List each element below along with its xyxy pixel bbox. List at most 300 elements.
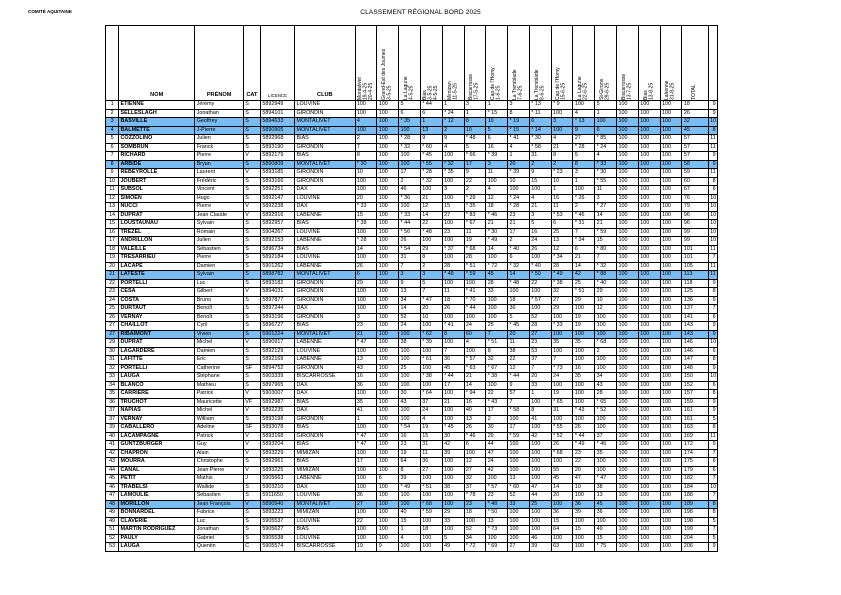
table-row [106,407,718,416]
cell-score: 60 [464,330,486,339]
cell-cat: S [243,305,260,314]
cell-nom: CARRIERE [119,390,195,399]
cell-club: BIAS [295,398,355,407]
col-race-14 [638,26,660,101]
cell-total: 118 [682,279,708,288]
cell-score: 100 [638,254,660,263]
cell-extra: 9 [708,330,717,339]
cell-score: 100 [442,390,464,399]
table-row [106,220,718,229]
cell-extra: 9 [708,364,717,373]
col-race-7 [486,26,508,101]
cell-score: 100 [638,262,660,271]
col-race-15-label: Labenne 31-8-25 [664,80,677,100]
cell-total: 96 [682,211,708,220]
cell-score: * 24 [442,109,464,118]
cell-cat: S [243,534,260,543]
cell-score: 2 [486,415,508,424]
cell-score: 9 [377,543,399,552]
cell-score: 100 [617,330,639,339]
cell-cat: S [243,458,260,467]
cell-score: 100 [551,109,573,118]
cell-score: * 59 [464,271,486,280]
cell-score: 100 [660,220,682,229]
cell-nom: LAMOULIE [119,492,195,501]
col-race-1-label: Montalivet 19-4-25 20-4-25 [356,77,374,100]
cell-score: * 40 [508,245,530,254]
cell-score: 47 [486,449,508,458]
cell-extra: 7 [708,475,717,484]
cell-score: * 58 [508,407,530,416]
cell-score: 100 [595,118,617,127]
cell-score: 100 [399,152,421,161]
cell-score: * 40 [595,279,617,288]
cell-score: 38 [595,483,617,492]
cell-score: 17 [508,424,530,433]
cell-total: 163 [682,424,708,433]
cell-score: 63 [551,543,573,552]
cell-score: 38 [442,483,464,492]
cell-score: 16 [486,143,508,152]
cell-club: BIAS [295,152,355,161]
cell-prenom: Fabrice [195,509,244,518]
cell-rank: 11 [106,186,119,195]
cell-score: 2 [595,347,617,356]
cell-score: 100 [399,347,421,356]
cell-score: 9 [464,169,486,178]
cell-score: * 65 [595,398,617,407]
cell-score: 100 [551,347,573,356]
cell-score: 42 [529,432,551,441]
cell-score: 10 [355,169,377,178]
cell-licence: 5901224 [260,330,294,339]
cell-score: * 30 [486,228,508,237]
cell-score: 27 [420,466,442,475]
cell-score: 100 [617,169,639,178]
cell-cat: S [243,271,260,280]
cell-score: * 28 [420,169,442,178]
cell-score: * 38 [355,220,377,229]
cell-score: 100 [660,475,682,484]
cell-rank: 16 [106,228,119,237]
cell-score: 12 [595,305,617,314]
cell-score: 100 [355,526,377,535]
cell-score: 37 [420,398,442,407]
cell-licence: 5897244 [260,305,294,314]
cell-score: 100 [377,169,399,178]
cell-score: 100 [638,475,660,484]
cell-score: 100 [420,475,442,484]
cell-score: 100 [551,381,573,390]
cell-score: 100 [573,330,595,339]
cell-cat: S [243,135,260,144]
cell-score: * 67 [486,364,508,373]
cell-score: 8 [442,330,464,339]
cell-score: * 41 [442,322,464,331]
cell-score: 100 [529,526,551,535]
cell-score: 14 [420,211,442,220]
cell-score: 100 [617,424,639,433]
cell-score: 100 [595,356,617,365]
cell-prenom: Christophe [195,458,244,467]
table-row [106,118,718,127]
cell-nom: CANAL [119,466,195,475]
cell-prenom: Pierre [195,254,244,263]
cell-cat: V [243,152,260,161]
cell-score: 26 [464,424,486,433]
cell-score: 100 [377,237,399,246]
cell-score: 32 [486,356,508,365]
cell-score: 100 [660,500,682,509]
cell-extra: 11 [710,262,716,269]
cell-score: * 51 [464,262,486,271]
cell-rank: 22 [106,279,119,288]
cell-score: * 36 [399,194,421,203]
cell-score: 100 [617,211,639,220]
table-row [106,126,718,135]
cell-score: 100 [617,373,639,382]
cell-score: 100 [508,509,530,518]
col-race-10-label: Cap de l'Homy 15-6-25 [555,67,568,100]
cell-cat: J [243,475,260,484]
cell-score: * 47 [355,441,377,450]
cell-score: 17 [355,458,377,467]
cell-total: 59 [682,169,708,178]
cell-score: 100 [617,126,639,135]
cell-score: 37 [529,356,551,365]
cell-total: 99 [682,228,708,237]
cell-score: * 56 [399,228,421,237]
cell-score: 17 [508,228,530,237]
cell-rank: 53 [106,543,119,552]
cell-prenom: Eric [195,356,244,365]
cell-score: 26 [573,424,595,433]
cell-score: 6 [508,254,530,263]
cell-score: 11 [442,288,464,297]
cell-prenom: William [195,415,244,424]
cell-score: * 59 [508,432,530,441]
cell-total: 141 [682,313,708,322]
cell-prenom: Mauricette [195,398,244,407]
cell-score: 100 [377,296,399,305]
cell-score: 100 [660,466,682,475]
cell-score: 100 [660,135,682,144]
cell-cat: V [243,466,260,475]
cell-score: 100 [442,177,464,186]
cell-rank: 34 [106,381,119,390]
cell-score: 33 [508,500,530,509]
cell-score: 100 [660,271,682,280]
cell-total: 179 [682,466,708,475]
cell-cat: SF [243,424,260,433]
cell-score: * 28 [508,203,530,212]
cell-score: 100 [508,186,530,195]
cell-score: 100 [355,347,377,356]
cell-score: 100 [464,517,486,526]
cell-cat: S [243,313,260,322]
cell-score: 100 [442,237,464,246]
cell-licence: 5892169 [260,356,294,365]
cell-score: 21 [486,220,508,229]
cell-score: 10 [420,313,442,322]
cell-extra: 7 [708,492,717,501]
cell-score: 16 [399,432,421,441]
cell-score: 7 [486,330,508,339]
cell-score: 49 [442,543,464,552]
cell-extra: 10 [710,118,717,125]
cell-score: 100 [617,432,639,441]
cell-score: 52 [508,492,530,501]
cell-score: 100 [638,288,660,297]
cell-score: 20 [420,305,442,314]
cell-total: 204 [682,534,708,543]
cell-score: 100 [638,186,660,195]
cell-score: 14 [551,483,573,492]
cell-prenom: Gilbert [195,288,244,297]
cell-score: 100 [442,152,464,161]
cell-prenom: Sylvain [195,271,244,280]
cell-score: 100 [377,466,399,475]
cell-score: * 33 [355,203,377,212]
col-race-9 [529,26,551,101]
cell-score: * 48 [486,500,508,509]
cell-total: 161 [682,407,708,416]
cell-score: 28 [442,262,464,271]
col-race-9-label: La Tremblade 8-6-25 [533,69,546,100]
cell-score: * 43 [573,407,595,416]
table-row [106,245,718,254]
cell-cat: S [243,381,260,390]
cell-licence: 5890940 [260,500,294,509]
cell-rank: 27 [106,322,119,331]
col-race-4 [420,26,442,101]
cell-score: * 27 [595,203,617,212]
cell-total: 146 [682,347,708,356]
cell-score: 100 [529,254,551,263]
cell-score: 9 [442,135,464,144]
cell-total: 60 [682,177,708,186]
cell-licence: 5897877 [260,296,294,305]
cell-score: 100 [377,279,399,288]
cell-nom: MORILLON [119,500,195,509]
cell-total: 113 [682,271,708,280]
cell-rank: 7 [106,152,119,161]
cell-score: 52 [464,526,486,535]
cell-score: 100 [573,390,595,399]
cell-score: 100 [660,458,682,467]
col-race-5-label: Mimizan 11-5-25 [446,81,459,100]
cell-score: 7 [355,143,377,152]
cell-club: BIAS [295,135,355,144]
cell-rank: 17 [106,237,119,246]
cell-score: * 70 [464,296,486,305]
cell-score: 16 [529,228,551,237]
cell-score: * 69 [486,543,508,552]
cell-extra: 6 [708,466,717,475]
cell-score: 100 [486,296,508,305]
cell-score: 100 [638,500,660,509]
cell-score: 24 [551,373,573,382]
cell-prenom: Franck [195,143,244,152]
cell-score: 100 [617,194,639,203]
cell-score: 100 [355,109,377,118]
cell-score: 100 [660,305,682,314]
cell-score: 100 [638,135,660,144]
cell-cat: S [243,322,260,331]
cell-score: 100 [529,466,551,475]
cell-licence: 5893196 [260,313,294,322]
cell-score: * 68 [420,500,442,509]
cell-score: 7 [508,398,530,407]
cell-score: 100 [420,534,442,543]
cell-score: * 44 [442,373,464,382]
cell-prenom: Alain [195,449,244,458]
cell-score: * 59 [420,509,442,518]
cell-extra: 9 [708,543,717,552]
cell-score: 3 [551,118,573,127]
cell-extra: 10 [710,228,717,235]
cell-score: 1 [399,526,421,535]
cell-score: 100 [660,262,682,271]
cell-score: 100 [638,169,660,178]
cell-score: 100 [442,254,464,263]
cell-score: 21 [551,143,573,152]
cell-score: 21 [420,194,442,203]
cell-extra: 10 [710,373,717,380]
cell-score: 7 [573,228,595,237]
cell-score: * 57 [464,356,486,365]
cell-score: 29 [595,288,617,297]
cell-score: 100 [638,330,660,339]
cell-score: 100 [638,228,660,237]
cell-score: * 65 [551,398,573,407]
cell-score: 11 [508,339,530,348]
cell-score: 6 [464,441,486,450]
cell-score: 39 [573,509,595,518]
cell-nom: COSTA [119,296,195,305]
cell-score: 6 [551,220,573,229]
cell-extra: 7 [708,526,717,535]
cell-cat: S [243,415,260,424]
cell-score: 16 [573,364,595,373]
cell-score: 100 [595,415,617,424]
cell-score: * 45 [508,322,530,331]
cell-score: 100 [660,509,682,518]
cell-score: 100 [617,517,639,526]
cell-score: 100 [420,237,442,246]
cell-cat: S [243,483,260,492]
table-row [106,186,718,195]
table-row [106,288,718,297]
cell-score: 100 [486,305,508,314]
cell-score: 28 [529,322,551,331]
cell-score: 100 [355,177,377,186]
cell-score: 100 [638,449,660,458]
cell-total: 147 [682,356,708,365]
cell-score: 29 [442,509,464,518]
cell-score: 100 [377,262,399,271]
cell-cat: S [243,228,260,237]
cell-score: 5 [420,279,442,288]
cell-licence: 5890809 [260,160,294,169]
cell-score: 100 [638,322,660,331]
cell-club: GIRONDIN [295,288,355,297]
cell-nom: BALMETTE [119,126,195,135]
cell-score: 12 [486,194,508,203]
cell-extra: 5 [708,517,717,526]
cell-score: 23 [573,449,595,458]
cell-score: 100 [377,347,399,356]
cell-score: 27 [464,466,486,475]
cell-score: 100 [660,543,682,552]
cell-score: * 45 [420,152,442,161]
cell-score: * 72 [464,543,486,552]
cell-score: 20 [355,194,377,203]
cell-score: 8 [529,407,551,416]
cell-score: 100 [660,152,682,161]
cell-cat: C [243,543,260,552]
cell-nom: GUNTZBURGER [119,441,195,450]
cell-score: 3 [442,186,464,195]
col-rank [106,26,119,101]
cell-score: 8 [399,466,421,475]
cell-club: LABENNE [295,211,355,220]
cell-score: * 62 [420,330,442,339]
cell-score: 100 [399,373,421,382]
cell-extra: 10 [710,203,717,210]
cell-prenom: Gabriel [195,534,244,543]
table-row [106,203,718,212]
cell-score: 100 [377,441,399,450]
cell-score: 4 [442,143,464,152]
cell-licence: 5893204 [260,441,294,450]
cell-extra: 10 [710,194,717,201]
cell-club: GIRONDIN [295,364,355,373]
cell-rank: 46 [106,483,119,492]
cell-total: 79 [682,203,708,212]
cell-licence: 5903210 [260,483,294,492]
cell-score: 35 [573,339,595,348]
cell-score: 7 [551,356,573,365]
cell-prenom: Frédéric [195,177,244,186]
cell-total: 58 [682,160,708,169]
cell-score: 100 [660,203,682,212]
table-row [106,228,718,237]
cell-score: 64 [551,526,573,535]
cell-score: 100 [617,237,639,246]
cell-score: 5 [573,152,595,161]
cell-prenom: Bryan [195,160,244,169]
cell-score: 100 [377,339,399,348]
cell-score: 29 [420,245,442,254]
cell-rank: 35 [106,390,119,399]
cell-extra: 8 [708,177,717,186]
cell-score: * 29 [464,194,486,203]
cell-score: 24 [486,458,508,467]
cell-score: 100 [660,194,682,203]
cell-score: 8 [420,254,442,263]
cell-total: 57 [682,152,708,161]
cell-prenom: Jean Claude [195,211,244,220]
cell-score: * 44 [399,220,421,229]
cell-score: 100 [660,288,682,297]
table-row [106,543,718,552]
cell-extra: 11 [710,143,716,150]
cell-extra: 8 [708,390,717,399]
cell-score: 100 [551,313,573,322]
cell-score: 30 [399,390,421,399]
cell-score: 100 [486,381,508,390]
